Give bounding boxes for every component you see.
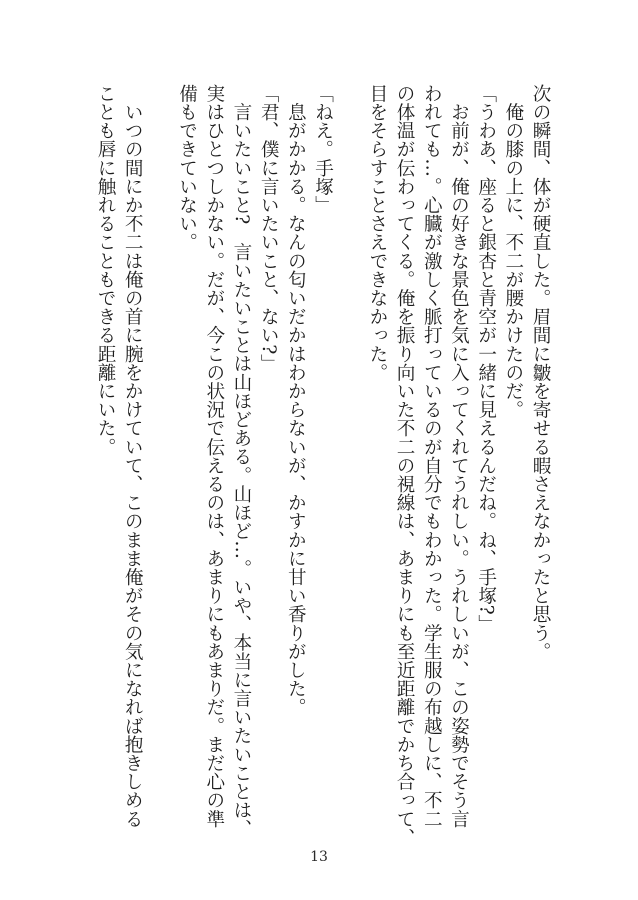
text-line: 次の瞬間、体が硬直した。眉間に皺を寄せる暇さえなかったと思う。 bbox=[530, 84, 551, 661]
blank-line bbox=[337, 84, 364, 94]
text-line: 「ねえ。手塚」 bbox=[312, 84, 334, 215]
text-line: いつの間にか不二は俺の首に腕をかけていて、このまま俺がその気になれば抱きしめる bbox=[122, 84, 144, 828]
text-line: 息がかかる。なんの匂いだかはわからないが、かすかに甘い香りがした。 bbox=[285, 84, 307, 717]
text-line: 「君、僕に言いたいこと、ない?」 bbox=[258, 84, 280, 373]
text-line: われても…。心臓が激しく脈打っているのが自分でもわかった。学生服の布越しに、不二 bbox=[421, 84, 443, 828]
text-line: ことも唇に触れることもできる距離にいた。 bbox=[95, 84, 116, 456]
page-number: 13 bbox=[310, 849, 328, 865]
text-line: 目をそらすことさえできなかった。 bbox=[366, 84, 388, 382]
text-line: 備もできていない。 bbox=[176, 84, 198, 252]
text-body bbox=[92, 84, 554, 854]
text-line: 言いたいこと? 言いたいことは山ほどある。山ほど…。いや、本当に言いたいことは、 bbox=[230, 84, 252, 838]
text-line: 実はひとつしかない。だが、今この状況で伝えるのは、あまりにもあまりだ。まだ心の準 bbox=[203, 84, 225, 828]
text-line: 俺の膝の上に、不二が腰かけたのだ。 bbox=[502, 84, 524, 419]
blank-line bbox=[146, 84, 173, 94]
text-line: お前が、俺の好きな景色を気に入ってくれてうれしい。うれしいが、この姿勢でそう言 bbox=[448, 84, 470, 828]
text-line: 「うわあ、座ると銀杏と青空が一緒に見えるんだね。ね、手塚?」 bbox=[475, 84, 497, 634]
text-line: の体温が伝わってくる。俺を振り向いた不二の視線は、あまりにも至近距離でかち合って、 bbox=[394, 84, 416, 847]
